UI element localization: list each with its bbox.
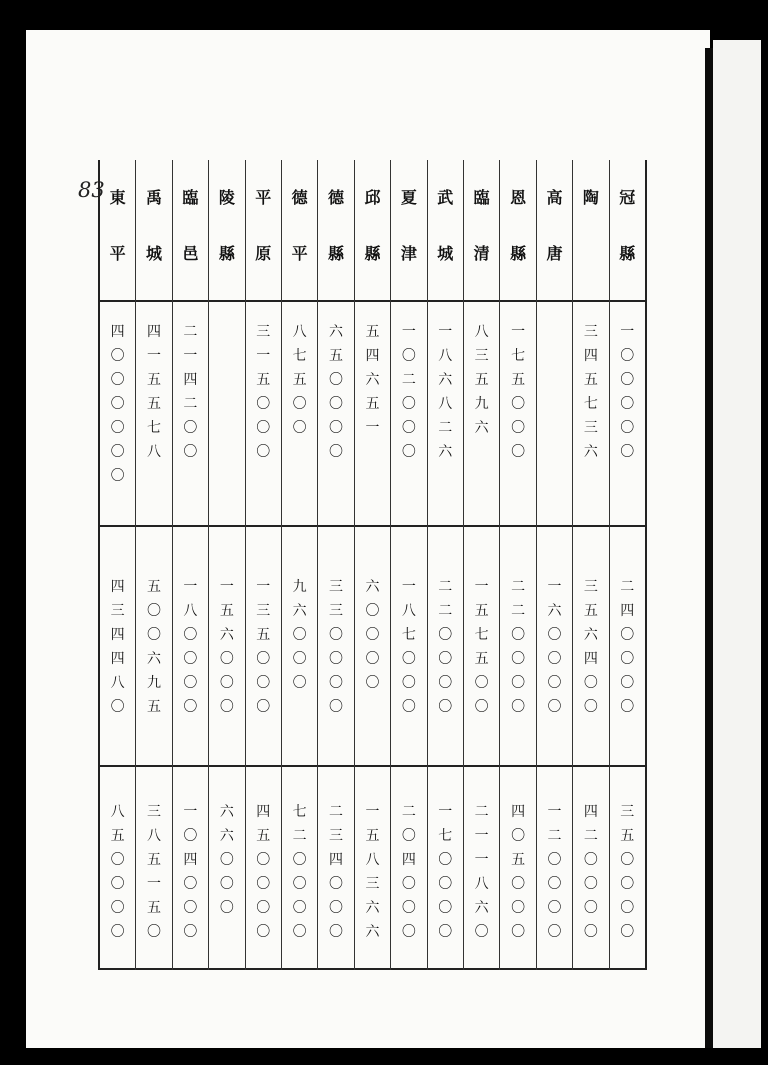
county-column bbox=[463, 160, 499, 970]
value-2: 三 三 〇 〇 〇 〇 bbox=[329, 579, 344, 715]
value-3: 三 五 〇 〇 〇 〇 bbox=[620, 804, 635, 940]
value-3: 一 五 八 三 六 六 bbox=[365, 804, 380, 940]
county-name: 德 縣 bbox=[328, 188, 345, 263]
county-name: 臨 邑 bbox=[182, 188, 199, 263]
value-1: 六 五 〇 〇 〇 〇 bbox=[329, 324, 344, 460]
county-column bbox=[100, 160, 135, 970]
county-name: 武 城 bbox=[437, 188, 454, 263]
value-3: 二 一 一 八 六 〇 bbox=[474, 804, 489, 940]
county-column bbox=[572, 160, 608, 970]
value-2: 一 八 七 〇 〇 〇 bbox=[401, 579, 416, 715]
county-column bbox=[609, 160, 645, 970]
county-name: 陶 bbox=[582, 188, 599, 207]
value-1: 八 三 五 九 六 bbox=[474, 324, 489, 436]
value-2: 九 六 〇 〇 〇 bbox=[292, 579, 307, 691]
value-2: 一 三 五 〇 〇 〇 bbox=[256, 579, 271, 715]
value-3: 八 五 〇 〇 〇 〇 bbox=[110, 804, 125, 940]
county-name: 平 原 bbox=[255, 188, 272, 263]
county-name: 恩 縣 bbox=[510, 188, 527, 263]
value-3: 四 二 〇 〇 〇 〇 bbox=[583, 804, 598, 940]
county-column bbox=[245, 160, 281, 970]
county-name: 臨 清 bbox=[473, 188, 490, 263]
value-3: 四 五 〇 〇 〇 〇 bbox=[256, 804, 271, 940]
county-column bbox=[208, 160, 244, 970]
value-1: 一 〇 二 〇 〇 〇 bbox=[401, 324, 416, 460]
county-name: 陵 縣 bbox=[218, 188, 235, 263]
value-3: 三 八 五 一 五 〇 bbox=[147, 804, 162, 940]
county-column bbox=[317, 160, 353, 970]
value-1: 一 〇 〇 〇 〇 〇 bbox=[620, 324, 635, 460]
county-name: 邱 縣 bbox=[364, 188, 381, 263]
value-2: 一 八 〇 〇 〇 〇 bbox=[183, 579, 198, 715]
county-name: 禹 城 bbox=[146, 188, 163, 263]
value-2: 五 〇 〇 六 九 五 bbox=[147, 579, 162, 715]
value-1: 一 八 六 八 二 六 bbox=[438, 324, 453, 460]
value-1: 八 七 五 〇 〇 bbox=[292, 324, 307, 436]
county-column bbox=[281, 160, 317, 970]
county-column bbox=[390, 160, 426, 970]
value-1: 四 一 五 五 七 八 bbox=[147, 324, 162, 460]
value-2: 三 五 六 四 〇 〇 bbox=[583, 579, 598, 715]
value-2: 二 二 〇 〇 〇 〇 bbox=[438, 579, 453, 715]
value-3: 七 二 〇 〇 〇 〇 bbox=[292, 804, 307, 940]
value-1: 三 一 五 〇 〇 〇 bbox=[256, 324, 271, 460]
value-3: 四 〇 五 〇 〇 〇 bbox=[511, 804, 526, 940]
county-name: 夏 津 bbox=[400, 188, 417, 263]
county-column bbox=[427, 160, 463, 970]
county-name: 高 唐 bbox=[546, 188, 563, 263]
value-3: 二 〇 四 〇 〇 〇 bbox=[401, 804, 416, 940]
value-2: 一 五 六 〇 〇 〇 bbox=[219, 579, 234, 715]
county-column bbox=[135, 160, 171, 970]
county-column bbox=[536, 160, 572, 970]
facing-page-edge bbox=[713, 40, 761, 1048]
value-3: 二 三 四 〇 〇 〇 bbox=[329, 804, 344, 940]
county-name: 冠 縣 bbox=[619, 188, 636, 263]
county-column bbox=[172, 160, 208, 970]
county-column bbox=[354, 160, 390, 970]
value-2: 四 三 四 四 八 〇 bbox=[110, 579, 125, 715]
value-2: 一 六 〇 〇 〇 〇 bbox=[547, 579, 562, 715]
value-1: 二 一 四 二 〇 〇 bbox=[183, 324, 198, 460]
value-1: 一 七 五 〇 〇 〇 bbox=[511, 324, 526, 460]
value-3: 一 〇 四 〇 〇 〇 bbox=[183, 804, 198, 940]
value-2: 一 五 七 五 〇 〇 bbox=[474, 579, 489, 715]
value-2: 二 四 〇 〇 〇 〇 bbox=[620, 579, 635, 715]
county-column bbox=[499, 160, 535, 970]
value-1: 三 四 五 七 三 六 bbox=[583, 324, 598, 460]
value-3: 六 六 〇 〇 〇 bbox=[219, 804, 234, 916]
page-number: 83 bbox=[78, 178, 105, 202]
value-2: 六 〇 〇 〇 〇 bbox=[365, 579, 380, 691]
county-name: 東 平 bbox=[109, 188, 126, 263]
value-2: 二 二 〇 〇 〇 〇 bbox=[511, 579, 526, 715]
value-1: 四 〇 〇 〇 〇 〇 〇 bbox=[110, 324, 125, 484]
value-3: 一 二 〇 〇 〇 〇 bbox=[547, 804, 562, 940]
county-name: 德 平 bbox=[291, 188, 308, 263]
value-3: 一 七 〇 〇 〇 〇 bbox=[438, 804, 453, 940]
value-1: 五 四 六 五 一 bbox=[365, 324, 380, 436]
statistics-table bbox=[98, 160, 647, 970]
